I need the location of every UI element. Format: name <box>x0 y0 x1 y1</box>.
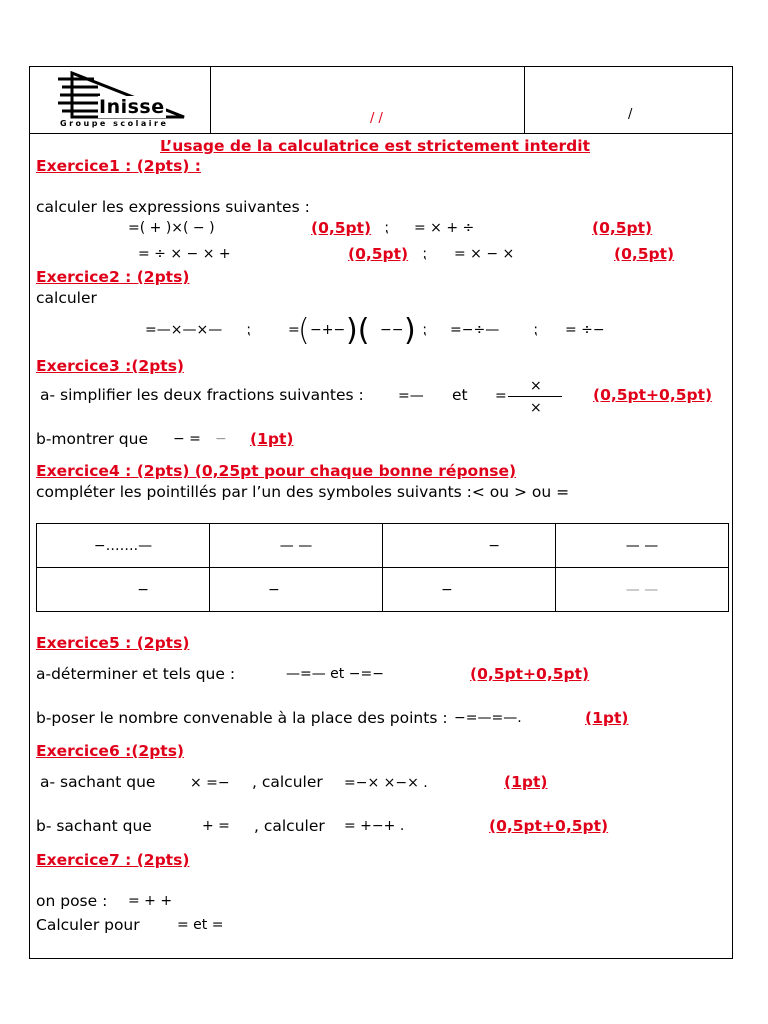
ex7-line1-expr: = + + <box>128 893 173 909</box>
ex6-b-expr: + = <box>202 818 230 834</box>
ex6-b-expr2: = +−+ . <box>344 818 405 834</box>
header-table <box>30 67 732 134</box>
ex1-intro: calculer les expressions suivantes : <box>36 198 310 216</box>
date-slashes: / / <box>370 111 383 126</box>
ex1-row1-right: = × + ÷ <box>414 220 475 236</box>
ex1-row2-left: = ÷ × − × + <box>138 246 231 262</box>
table-cell[interactable]: − <box>383 568 556 612</box>
ex7-line1: on pose : <box>36 892 108 910</box>
ex1-row1-left: =( + )×( − ) <box>128 220 215 236</box>
table-cell[interactable]: − <box>210 568 383 612</box>
table-cell[interactable]: — — <box>556 568 729 612</box>
ex3-a-expr1: =— <box>398 388 424 404</box>
ex1-row1-points-a: (0,5pt) <box>311 219 372 237</box>
ex2-paren-right: ) <box>404 313 416 348</box>
ex2-expr1: =—×—×— <box>145 322 223 338</box>
table-cell[interactable]: — — <box>210 524 383 568</box>
ex1-title: Exercice1 : (2pts) : <box>36 157 201 175</box>
table-cell[interactable]: −…….— <box>37 524 210 568</box>
header-right-cell <box>524 67 732 133</box>
ex6-a-expr: × =− <box>190 775 230 791</box>
ex4-title: Exercice4 : (2pts) (0,25pt pour chaque bonne réponse) <box>36 462 517 480</box>
ex1-row2-points-b: (0,5pt) <box>614 245 675 263</box>
ex2-paren-left: ( <box>298 313 310 348</box>
table-row <box>37 568 729 612</box>
ex3-title: Exercice3 :(2pts) <box>36 357 185 375</box>
ex7-line2-expr: = et = <box>177 917 224 933</box>
ex1-row2-separator: ⁏ <box>422 246 427 262</box>
ex2-sep2: ⁏ <box>422 322 427 338</box>
ex3-a-text: a- simplifier les deux fractions suivantes : <box>40 386 364 404</box>
school-logo <box>54 71 194 129</box>
ex1-row2-right: = × − × <box>454 246 515 262</box>
ex6-a-text: a- sachant que <box>40 773 156 791</box>
ex3-a-points: (0,5pt+0,5pt) <box>593 386 713 404</box>
exam-sheet <box>29 66 733 959</box>
ex5-b-points: (1pt) <box>585 709 629 727</box>
ex6-b-points: (0,5pt+0,5pt) <box>489 817 609 835</box>
ex7-line2: Calculer pour <box>36 916 140 934</box>
table-cell[interactable]: − <box>383 524 556 568</box>
header-middle-cell <box>210 67 525 133</box>
ex5-a-text: a-déterminer et tels que : <box>36 665 236 683</box>
ex3-b-text: b-montrer que <box>36 430 148 448</box>
ex3-b-fraction: − <box>215 431 227 447</box>
ex2-intro: calculer <box>36 289 97 307</box>
ex3-a-denominator: × <box>530 400 542 416</box>
ex2-paren-mid: )( <box>346 313 370 348</box>
ex2-title: Exercice2 : (2pts) <box>36 268 190 286</box>
comparison-table <box>36 523 729 612</box>
ex5-b-text: b-poser le nombre convenable à la place des points : <box>36 709 448 727</box>
ex3-a-numerator: × <box>530 378 542 394</box>
ex6-title: Exercice6 :(2pts) <box>36 742 185 760</box>
ex7-title: Exercice7 : (2pts) <box>36 851 190 869</box>
ex6-b-text: b- sachant que <box>36 817 152 835</box>
ex1-row2-points-a: (0,5pt) <box>348 245 409 263</box>
ex3-a-and: et <box>452 386 468 404</box>
ex2-expr2: = <box>288 322 300 338</box>
table-cell[interactable]: — — <box>556 524 729 568</box>
ex1-row1-points-b: (0,5pt) <box>592 219 653 237</box>
logo-cell <box>30 67 211 133</box>
ex5-title: Exercice5 : (2pts) <box>36 634 190 652</box>
ex5-a-expr: —=— et −=− <box>286 666 384 682</box>
table-cell[interactable]: − <box>37 568 210 612</box>
ex2-expr3: =−÷— <box>450 322 500 338</box>
table-row <box>37 524 729 568</box>
ex5-b-expr: −=—=—. <box>454 710 522 726</box>
ex2-expr2-right: −− <box>380 322 404 338</box>
logo-subtitle: Groupe scolaire <box>60 119 169 128</box>
ex2-expr4: = ÷− <box>565 322 605 338</box>
ex4-intro: compléter les pointillés par l’un des symboles suivants :< ou > ou = <box>36 483 570 501</box>
ex6-b-calc: , calculer <box>254 817 325 835</box>
ex3-a-fraction-bar <box>508 396 562 397</box>
class-slash: / <box>628 107 633 122</box>
ex1-row1-separator: ⁏ <box>384 220 389 236</box>
calculator-notice: L’usage de la calculatrice est strictement interdit <box>160 137 590 155</box>
ex6-a-points: (1pt) <box>504 773 548 791</box>
ex6-a-calc: , calculer <box>252 773 323 791</box>
ex3-b-points: (1pt) <box>250 430 294 448</box>
ex3-b-expr: − = <box>173 431 201 447</box>
ex3-a-expr2: = <box>495 388 507 404</box>
ex2-sep1: ⁏ <box>246 322 251 338</box>
ex2-expr2-left: −+− <box>310 322 346 338</box>
logo-brand: Inisse <box>99 96 165 118</box>
ex6-a-expr2: =−× ×−× . <box>344 775 428 791</box>
ex2-sep3: ⁏ <box>533 322 538 338</box>
ex5-a-points: (0,5pt+0,5pt) <box>470 665 590 683</box>
